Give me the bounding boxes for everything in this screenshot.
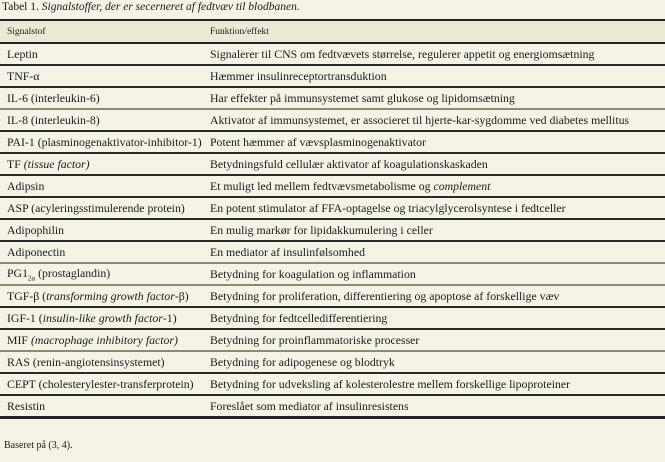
cell-text: PG1 — [7, 265, 28, 280]
table-row — [0, 219, 665, 241]
cell-text: Betydning for adipogenese og blodtryk — [210, 354, 395, 369]
signal-substances-table — [0, 19, 665, 419]
cell-text: En mediator af insulinfølsomhed — [210, 244, 365, 259]
cell-funktion — [203, 395, 665, 418]
cell-text: MIF — [7, 332, 31, 347]
table-caption — [2, 1, 300, 13]
table-row — [0, 285, 665, 307]
cell-signalstof — [0, 241, 203, 263]
cell-signalstof — [0, 43, 203, 65]
cell-text: En potent stimulator af FFA-optagelse og triacylglycerolsyntese i fedtceller — [210, 200, 566, 215]
italic-text: complement — [433, 178, 491, 193]
cell-signalstof — [0, 109, 203, 131]
cell-text: IGF-1 ( — [7, 310, 43, 325]
italic-text: (macrophage inhibitory factor) — [30, 332, 178, 347]
italic-text: (tissue factor) — [23, 156, 90, 171]
table-row — [0, 65, 665, 87]
cell-text: TF — [7, 156, 24, 171]
table-row — [0, 153, 665, 175]
cell-text: Betydning for fedtcelledifferentiering — [210, 310, 388, 325]
table-row — [0, 197, 665, 219]
cell-text: Resistin — [7, 398, 46, 413]
cell-signalstof — [0, 153, 203, 175]
cell-funktion — [203, 87, 665, 109]
cell-funktion — [203, 65, 665, 87]
cell-text: PAI-1 (plasminogenaktivator-inhibitor-1) — [7, 134, 202, 149]
cell-funktion — [203, 175, 665, 197]
cell-text: Et muligt led mellem fedtvævsmetabolisme og — [210, 178, 434, 193]
table-row — [0, 241, 665, 263]
table-row — [0, 351, 665, 373]
footnote: Baseret på (3, 4). — [4, 440, 73, 451]
cell-signalstof — [0, 307, 203, 329]
cell-funktion — [203, 351, 665, 373]
cell-text: Har effekter på immunsystemet samt glukose og lipidomsætning — [210, 90, 515, 105]
cell-funktion — [203, 285, 665, 307]
cell-text: Betydning for koagulation og inflammation — [210, 266, 416, 281]
table-row — [0, 307, 665, 329]
cell-text: (prostaglandin) — [35, 265, 111, 280]
table-row — [0, 87, 665, 109]
cell-text: Signalerer til CNS om fedtvævets størrelse, regulerer appetit og energiomsætning — [210, 46, 595, 61]
cell-text: Adiponectin — [7, 244, 66, 259]
cell-signalstof — [0, 329, 203, 351]
cell-text: Aktivator af immunsystemet, er associeret til hjerte-kar-sygdomme ved diabetes mellitus — [210, 112, 630, 127]
cell-funktion — [203, 131, 665, 153]
cell-text: Potent hæmmer af vævsplasminogenaktivator — [210, 134, 426, 149]
italic-text: transforming growth factor — [46, 288, 175, 303]
table-row — [0, 175, 665, 197]
cell-funktion — [203, 153, 665, 175]
table-row — [0, 373, 665, 395]
cell-text: Foreslået som mediator af insulinresistens — [210, 398, 409, 413]
cell-text: TGF-β ( — [7, 288, 47, 303]
cell-text: RAS (renin-angiotensinsystemet) — [7, 354, 165, 369]
cell-funktion — [203, 109, 665, 131]
cell-funktion — [203, 263, 665, 285]
table-row — [0, 329, 665, 351]
cell-text: TNF-α — [7, 68, 40, 83]
cell-signalstof — [0, 131, 203, 153]
cell-funktion — [203, 329, 665, 351]
cell-text: Adipsin — [7, 178, 45, 193]
cell-text: CEPT (cholesterylester-transferprotein) — [7, 376, 194, 391]
cell-text: -1) — [162, 310, 177, 325]
header-funktion: Funktion/effekt — [203, 20, 665, 43]
cell-funktion — [203, 241, 665, 263]
cell-text: Hæmmer insulinreceptortransduktion — [210, 68, 387, 83]
cell-text: Betydning for proliferation, differentiering og apoptose af forskellige væv — [210, 288, 560, 303]
cell-text: Betydningsfuld cellulær aktivator af koagulationskaskaden — [210, 156, 488, 171]
cell-funktion — [203, 307, 665, 329]
cell-signalstof — [0, 219, 203, 241]
cell-signalstof — [0, 351, 203, 373]
table-row — [0, 263, 665, 285]
cell-text: ASP (acyleringsstimulerende protein) — [7, 200, 185, 215]
cell-funktion — [203, 197, 665, 219]
cell-text: En mulig markør for lipidakkumulering i celler — [210, 222, 433, 237]
italic-text: insulin-like growth factor — [42, 310, 163, 325]
table-row — [0, 395, 665, 418]
cell-text: -β) — [174, 288, 189, 303]
cell-text: Leptin — [7, 46, 38, 61]
cell-signalstof — [0, 263, 203, 285]
cell-text: IL-8 (interleukin-8) — [7, 112, 100, 127]
cell-text: Adipophilin — [7, 222, 65, 237]
header-row — [0, 20, 665, 43]
cell-signalstof — [0, 175, 203, 197]
table-body — [0, 43, 665, 418]
cell-signalstof — [0, 65, 203, 87]
cell-funktion — [203, 43, 665, 65]
cell-signalstof — [0, 395, 203, 418]
caption-title: Signalstoffer, der er secerneret af fedtvæv til blodbanen. — [41, 1, 300, 13]
cell-signalstof — [0, 197, 203, 219]
table-row — [0, 131, 665, 153]
cell-text: IL-6 (interleukin-6) — [7, 90, 100, 105]
cell-signalstof — [0, 373, 203, 395]
table-row — [0, 43, 665, 65]
caption-label: Tabel 1. — [2, 1, 39, 13]
table-row — [0, 109, 665, 131]
cell-text: Betydning for udveksling af kolesterolestre mellem forskellige lipoproteiner — [210, 376, 571, 391]
cell-signalstof — [0, 87, 203, 109]
subscript-text: 2α — [27, 274, 36, 283]
cell-funktion — [203, 373, 665, 395]
header-signalstof: Signalstof — [0, 20, 203, 43]
cell-text: Betydning for proinflammatoriske processer — [210, 332, 420, 347]
cell-signalstof — [0, 285, 203, 307]
cell-funktion — [203, 219, 665, 241]
